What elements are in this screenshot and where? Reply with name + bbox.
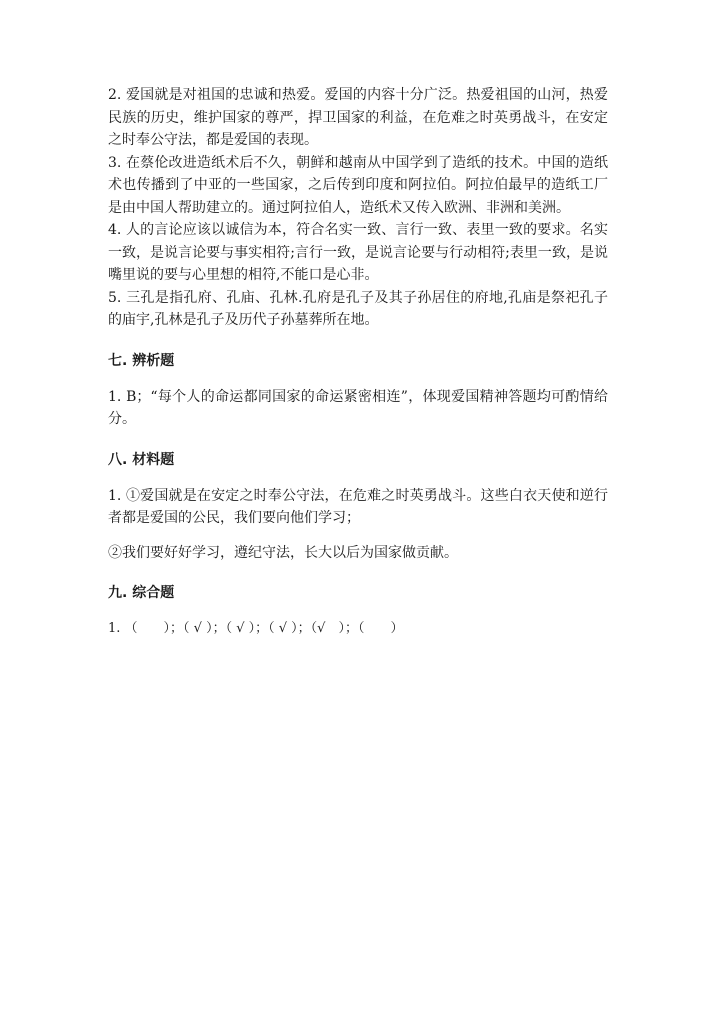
section9-answer: 1. （ ）；（ √ ）；（ √ ）；（ √ ）；（√ ）；（ ） bbox=[108, 621, 404, 636]
section7-answer: 1. B；“每个人的命运都同国家的命运紧密相连”，体现爱国精神答题均可酌情给分。 bbox=[108, 388, 608, 427]
section7-title: 七. 辨析题 bbox=[108, 352, 175, 369]
section6-answers bbox=[108, 84, 608, 332]
section8-answer-1: 1. ①爱国就是在安定之时奉公守法，在危难之时英勇战斗。这些白衣天使和逆行者都是爱国的公民，我们要向他们学习； bbox=[108, 487, 608, 526]
answer-6-4: 4. 人的言论应该以诚信为本，符合名实一致、言行一致、表里一致的要求。名实一致，是说言论要与事实相符;言行一致，是说言论要与行动相符;表里一致，是说嘴里说的要与心里想的相符,不能口是心非。 bbox=[108, 222, 608, 283]
answer-page bbox=[108, 84, 608, 640]
answer-6-3: 3. 在蔡伦改进造纸术后不久，朝鲜和越南从中国学到了造纸的技术。中国的造纸术也传播到了中亚的一些国家，之后传到印度和阿拉伯。阿拉伯最早的造纸工厂是由中国人帮助建立的。通过阿拉伯人，造纸术又传入欧洲、非洲和美洲。 bbox=[108, 154, 608, 216]
section8-answer-2: ②我们要好好学习，遵纪守法，长大以后为国家做贡献。 bbox=[108, 544, 458, 561]
answer-6-2: 2. 爱国就是对祖国的忠诚和热爱。爱国的内容十分广泛。热爱祖国的山河，热爱民族的历史，维护国家的尊严，捍卫国家的利益，在危难之时英勇战斗，在安定之时奉公守法，都是爱国的表现。 bbox=[108, 87, 608, 148]
section9-title: 九. 综合题 bbox=[108, 585, 175, 601]
section8-title: 八. 材料题 bbox=[108, 451, 175, 468]
answer-6-5: 5. 三孔是指孔府、孔庙、孔林.孔府是孔子及其子孙居住的府地,孔庙是祭祀孔子的庙宇,孔林是孔子及历代子孙墓葬所在地。 bbox=[108, 289, 608, 328]
